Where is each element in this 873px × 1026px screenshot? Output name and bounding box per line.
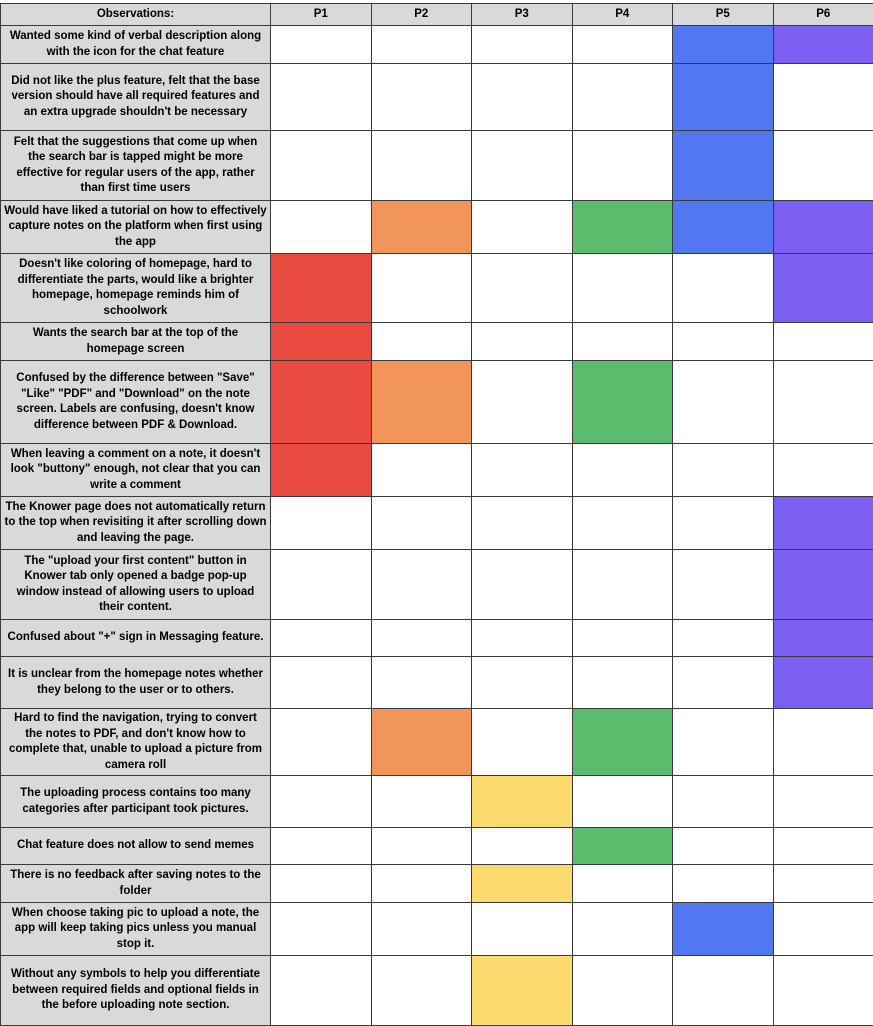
participant-cell-p1 (271, 903, 372, 956)
participant-cell-p5 (673, 865, 774, 903)
participant-cell-p3 (472, 64, 573, 131)
participant-cell-p2 (371, 550, 472, 620)
participant-cell-p5 (673, 497, 774, 550)
participant-cell-p5 (673, 201, 774, 254)
participant-cell-p4 (572, 865, 673, 903)
participant-cell-p2 (371, 776, 472, 828)
participant-cell-p6 (773, 201, 873, 254)
participant-cell-p3 (472, 956, 573, 1026)
participant-cell-p1 (271, 254, 372, 323)
header-p2: P2 (371, 4, 472, 26)
participant-cell-p2 (371, 956, 472, 1026)
participant-cell-p3 (472, 361, 573, 444)
participant-cell-p4 (572, 709, 673, 776)
participant-cell-p3 (472, 444, 573, 497)
participant-cell-p3 (472, 776, 573, 828)
participant-cell-p4 (572, 361, 673, 444)
observation-text: Without any symbols to help you differentiate between required fields and optional fields in the before uploading note section. (1, 956, 271, 1026)
participant-cell-p4 (572, 550, 673, 620)
participant-cell-p5 (673, 903, 774, 956)
participant-cell-p2 (371, 323, 472, 361)
table-row (1, 709, 873, 776)
participant-cell-p1 (271, 828, 372, 865)
participant-cell-p6 (773, 497, 873, 550)
header-row (1, 4, 873, 26)
participant-cell-p1 (271, 64, 372, 131)
participant-cell-p2 (371, 26, 472, 64)
participant-cell-p2 (371, 444, 472, 497)
table-row (1, 903, 873, 956)
observation-text: Did not like the plus feature, felt that the base version should have all required features and an extra upgrade shouldn't be necessary (1, 64, 271, 131)
participant-cell-p2 (371, 131, 472, 201)
participant-cell-p4 (572, 497, 673, 550)
participant-cell-p4 (572, 903, 673, 956)
participant-cell-p3 (472, 620, 573, 657)
observation-text: It is unclear from the homepage notes whether they belong to the user or to others. (1, 657, 271, 709)
participant-cell-p5 (673, 131, 774, 201)
participant-cell-p5 (673, 444, 774, 497)
participant-cell-p1 (271, 657, 372, 709)
participant-cell-p2 (371, 620, 472, 657)
participant-cell-p4 (572, 776, 673, 828)
observation-text: Would have liked a tutorial on how to effectively capture notes on the platform when first using the app (1, 201, 271, 254)
participant-cell-p4 (572, 64, 673, 131)
table-row (1, 956, 873, 1026)
observation-text: Confused about "+" sign in Messaging feature. (1, 620, 271, 657)
observation-text: Hard to find the navigation, trying to convert the notes to PDF, and don't know how to complete that, unable to upload a picture from camera roll (1, 709, 271, 776)
participant-cell-p2 (371, 709, 472, 776)
participant-cell-p6 (773, 323, 873, 361)
header-p1: P1 (271, 4, 372, 26)
participant-cell-p6 (773, 254, 873, 323)
participant-cell-p3 (472, 131, 573, 201)
participant-cell-p4 (572, 323, 673, 361)
observation-text: The uploading process contains too many categories after participant took pictures. (1, 776, 271, 828)
participant-cell-p6 (773, 361, 873, 444)
participant-cell-p6 (773, 903, 873, 956)
observations-body (1, 26, 873, 1026)
participant-cell-p3 (472, 828, 573, 865)
participant-cell-p3 (472, 903, 573, 956)
participant-cell-p1 (271, 323, 372, 361)
header-p6: P6 (773, 4, 873, 26)
participant-cell-p3 (472, 201, 573, 254)
table-row (1, 776, 873, 828)
participant-cell-p4 (572, 956, 673, 1026)
table-row (1, 26, 873, 64)
observation-text: Wanted some kind of verbal description along with the icon for the chat feature (1, 26, 271, 64)
participant-cell-p5 (673, 254, 774, 323)
participant-cell-p2 (371, 828, 472, 865)
participant-cell-p3 (472, 323, 573, 361)
participant-cell-p4 (572, 444, 673, 497)
participant-cell-p4 (572, 828, 673, 865)
observation-text: When choose taking pic to upload a note, the app will keep taking pics unless you manual stop it. (1, 903, 271, 956)
participant-cell-p3 (472, 254, 573, 323)
participant-cell-p5 (673, 26, 774, 64)
observation-text: There is no feedback after saving notes to the folder (1, 865, 271, 903)
observation-text: When leaving a comment on a note, it doesn't look "buttony" enough, not clear that you can write a comment (1, 444, 271, 497)
participant-cell-p2 (371, 865, 472, 903)
table-row (1, 323, 873, 361)
observation-text: Confused by the difference between "Save" "Like" "PDF" and "Download" on the note screen. Labels are confusing, doesn't know difference between PDF & Download. (1, 361, 271, 444)
participant-cell-p1 (271, 26, 372, 64)
participant-cell-p5 (673, 828, 774, 865)
participant-cell-p4 (572, 131, 673, 201)
participant-cell-p5 (673, 64, 774, 131)
participant-cell-p3 (472, 550, 573, 620)
participant-cell-p5 (673, 361, 774, 444)
participant-cell-p6 (773, 865, 873, 903)
participant-cell-p6 (773, 64, 873, 131)
table-row (1, 444, 873, 497)
participant-cell-p3 (472, 26, 573, 64)
participant-cell-p2 (371, 657, 472, 709)
header-p3: P3 (472, 4, 573, 26)
table-row (1, 254, 873, 323)
participant-cell-p4 (572, 201, 673, 254)
observations-table (0, 3, 873, 1026)
observation-text: The Knower page does not automatically return to the top when revisiting it after scrolling down and leaving the page. (1, 497, 271, 550)
header-p4: P4 (572, 4, 673, 26)
participant-cell-p6 (773, 828, 873, 865)
participant-cell-p1 (271, 444, 372, 497)
participant-cell-p6 (773, 444, 873, 497)
participant-cell-p5 (673, 776, 774, 828)
participant-cell-p3 (472, 657, 573, 709)
participant-cell-p1 (271, 550, 372, 620)
participant-cell-p4 (572, 657, 673, 709)
participant-cell-p6 (773, 26, 873, 64)
participant-cell-p3 (472, 865, 573, 903)
table-row (1, 497, 873, 550)
participant-cell-p1 (271, 620, 372, 657)
table-row (1, 550, 873, 620)
participant-cell-p5 (673, 323, 774, 361)
participant-cell-p5 (673, 956, 774, 1026)
table-row (1, 620, 873, 657)
participant-cell-p4 (572, 26, 673, 64)
participant-cell-p1 (271, 201, 372, 254)
participant-cell-p4 (572, 620, 673, 657)
participant-cell-p5 (673, 709, 774, 776)
observation-text: Wants the search bar at the top of the homepage screen (1, 323, 271, 361)
participant-cell-p1 (271, 497, 372, 550)
participant-cell-p1 (271, 131, 372, 201)
participant-cell-p2 (371, 201, 472, 254)
table-row (1, 657, 873, 709)
participant-cell-p1 (271, 865, 372, 903)
participant-cell-p5 (673, 620, 774, 657)
table-row (1, 828, 873, 865)
participant-cell-p6 (773, 550, 873, 620)
header-observations: Observations: (1, 4, 271, 26)
header-p5: P5 (673, 4, 774, 26)
observation-text: Doesn't like coloring of homepage, hard to differentiate the parts, would like a brighter homepage, homepage reminds him of schoolwork (1, 254, 271, 323)
participant-cell-p5 (673, 657, 774, 709)
table-row (1, 865, 873, 903)
participant-cell-p3 (472, 709, 573, 776)
table-row (1, 131, 873, 201)
table-row (1, 201, 873, 254)
participant-cell-p1 (271, 956, 372, 1026)
participant-cell-p6 (773, 131, 873, 201)
participant-cell-p3 (472, 497, 573, 550)
participant-cell-p2 (371, 903, 472, 956)
participant-cell-p6 (773, 776, 873, 828)
participant-cell-p6 (773, 956, 873, 1026)
participant-cell-p2 (371, 361, 472, 444)
participant-cell-p2 (371, 64, 472, 131)
observation-text: Chat feature does not allow to send memes (1, 828, 271, 865)
table-row (1, 64, 873, 131)
observation-text: The "upload your first content" button in Knower tab only opened a badge pop-up window instead of allowing users to upload their content. (1, 550, 271, 620)
participant-cell-p5 (673, 550, 774, 620)
participant-cell-p1 (271, 361, 372, 444)
table-row (1, 361, 873, 444)
participant-cell-p4 (572, 254, 673, 323)
observation-text: Felt that the suggestions that come up when the search bar is tapped might be more effective for regular users of the app, rather than first time users (1, 131, 271, 201)
participant-cell-p6 (773, 709, 873, 776)
participant-cell-p2 (371, 254, 472, 323)
participant-cell-p1 (271, 709, 372, 776)
participant-cell-p2 (371, 497, 472, 550)
participant-cell-p1 (271, 776, 372, 828)
participant-cell-p6 (773, 620, 873, 657)
participant-cell-p6 (773, 657, 873, 709)
